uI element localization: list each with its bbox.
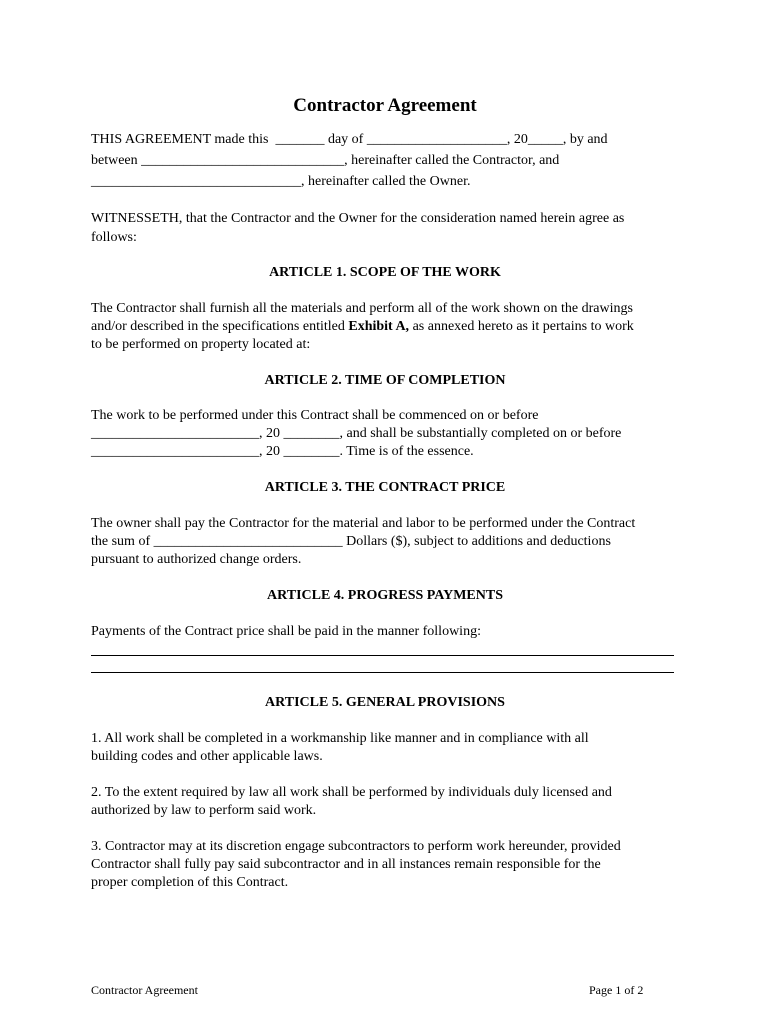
intro-line-3: ______________________________, hereinafter called the Owner.	[91, 174, 471, 189]
provision-1-line-1: 1. All work shall be completed in a workmanship like manner and in compliance with all	[91, 731, 589, 746]
article-3-line-3: pursuant to authorized change orders.	[91, 552, 302, 567]
article-2-heading: ARTICLE 2. TIME OF COMPLETION	[264, 373, 506, 388]
article-1-line-2-pre: and/or described in the specifications entitled	[91, 319, 349, 334]
intro-line-2: between _____________________________, hereinafter called the Contractor, and	[91, 153, 560, 168]
article-4-heading: ARTICLE 4. PROGRESS PAYMENTS	[267, 588, 503, 603]
article-1-heading: ARTICLE 1. SCOPE OF THE WORK	[269, 265, 501, 280]
payment-terms-blank-line-2	[91, 672, 674, 673]
provision-2-line-2: authorized by law to perform said work.	[91, 803, 317, 818]
article-1-line-1: The Contractor shall furnish all the materials and perform all of the work shown on the drawings	[91, 301, 633, 316]
exhibit-a-reference: Exhibit A,	[348, 319, 410, 334]
article-1-line-2	[91, 318, 634, 336]
witnesseth-line-1: WITNESSETH, that the Contractor and the Owner for the consideration named herein agree as	[91, 211, 625, 226]
provision-1-line-2: building codes and other applicable laws.	[91, 749, 323, 764]
article-5-heading: ARTICLE 5. GENERAL PROVISIONS	[265, 695, 505, 710]
article-3-line-2: the sum of ___________________________ Dollars ($), subject to additions and deductions	[91, 534, 611, 549]
article-1-line-3: to be performed on property located at:	[91, 337, 311, 352]
article-3-line-1: The owner shall pay the Contractor for the material and labor to be performed under the Contract	[91, 516, 636, 531]
payment-terms-blank-line-1	[91, 655, 674, 656]
provision-3-line-3: proper completion of this Contract.	[91, 875, 289, 890]
footer-page-number: Page 1 of 2	[589, 983, 644, 997]
provision-2-line-1: 2. To the extent required by law all work shall be performed by individuals duly licensed and	[91, 785, 612, 800]
intro-line-1: THIS AGREEMENT made this _______ day of ____________________, 20_____, by and	[91, 132, 608, 147]
provision-3-line-1: 3. Contractor may at its discretion engage subcontractors to perform work hereunder, provided	[91, 839, 621, 854]
provision-3-line-2: Contractor shall fully pay said subcontractor and in all instances remain responsible for the	[91, 857, 601, 872]
witnesseth-line-2: follows:	[91, 230, 137, 245]
footer-document-name: Contractor Agreement	[91, 983, 198, 997]
article-4-line-1: Payments of the Contract price shall be paid in the manner following:	[91, 624, 481, 639]
document-title: Contractor Agreement	[293, 95, 477, 116]
article-2-line-1: The work to be performed under this Contract shall be commenced on or before	[91, 408, 539, 423]
article-2-line-2: ________________________, 20 ________, and shall be substantially completed on or before	[91, 426, 622, 441]
article-3-heading: ARTICLE 3. THE CONTRACT PRICE	[264, 480, 506, 495]
article-2-line-3: ________________________, 20 ________. Time is of the essence.	[91, 444, 474, 459]
article-1-line-2-post: as annexed hereto as it pertains to work	[409, 319, 634, 334]
